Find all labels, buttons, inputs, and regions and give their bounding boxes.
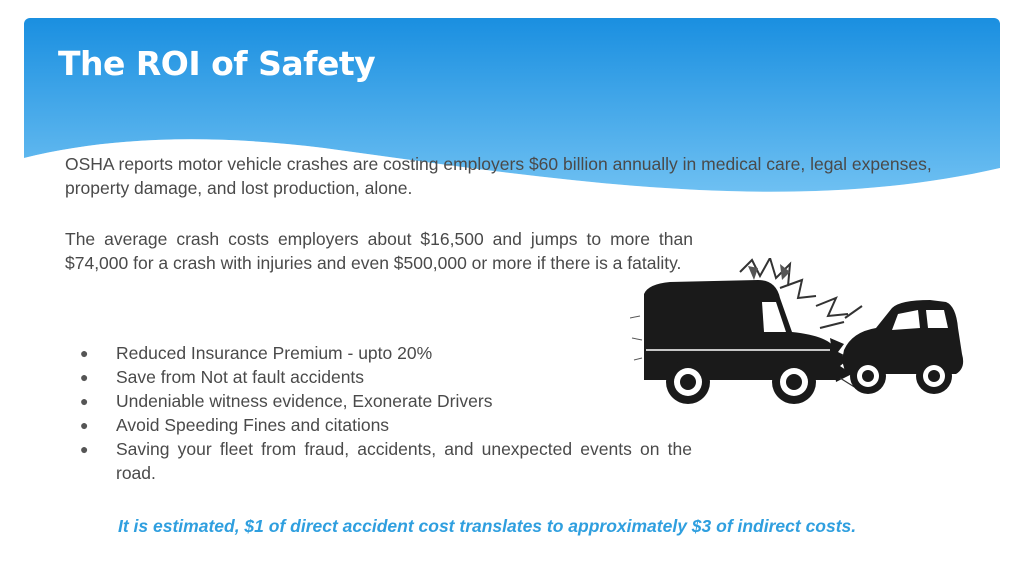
osha-paragraph: OSHA reports motor vehicle crashes are costing employers $60 billion annually in medical care, legal expenses, property damage, and lost production, alone.	[65, 154, 932, 198]
list-item	[80, 389, 692, 413]
bullet-icon: ●	[80, 393, 89, 409]
bullet-icon: ●	[80, 417, 89, 433]
list-item-text: Reduced Insurance Premium - upto 20%	[116, 343, 433, 363]
list-item	[80, 341, 692, 365]
bullet-icon: ●	[80, 345, 89, 361]
benefits-list	[80, 341, 692, 485]
list-item-text: Saving your fleet from fraud, accidents, and unexpected events on the road.	[116, 439, 692, 483]
list-item-text: Undeniable witness evidence, Exonerate Drivers	[116, 391, 493, 411]
car-crash-icon	[630, 258, 975, 408]
bullet-icon: ●	[80, 441, 89, 457]
slide-title: The ROI of Safety	[58, 44, 376, 83]
list-item	[80, 365, 692, 389]
list-item	[80, 437, 692, 485]
indirect-cost-note: It is estimated, $1 of direct accident cost translates to approximately $3 of indirect costs.	[118, 516, 857, 536]
list-item-text: Avoid Speeding Fines and citations	[116, 415, 390, 435]
average-crash-paragraph: The average crash costs employers about $16,500 and jumps to more than $74,000 for a crash with injuries and even $500,000 or more if there is a fatality.	[65, 229, 693, 273]
bullet-icon: ●	[80, 369, 89, 385]
list-item-text: Save from Not at fault accidents	[116, 367, 365, 387]
list-item	[80, 413, 692, 437]
